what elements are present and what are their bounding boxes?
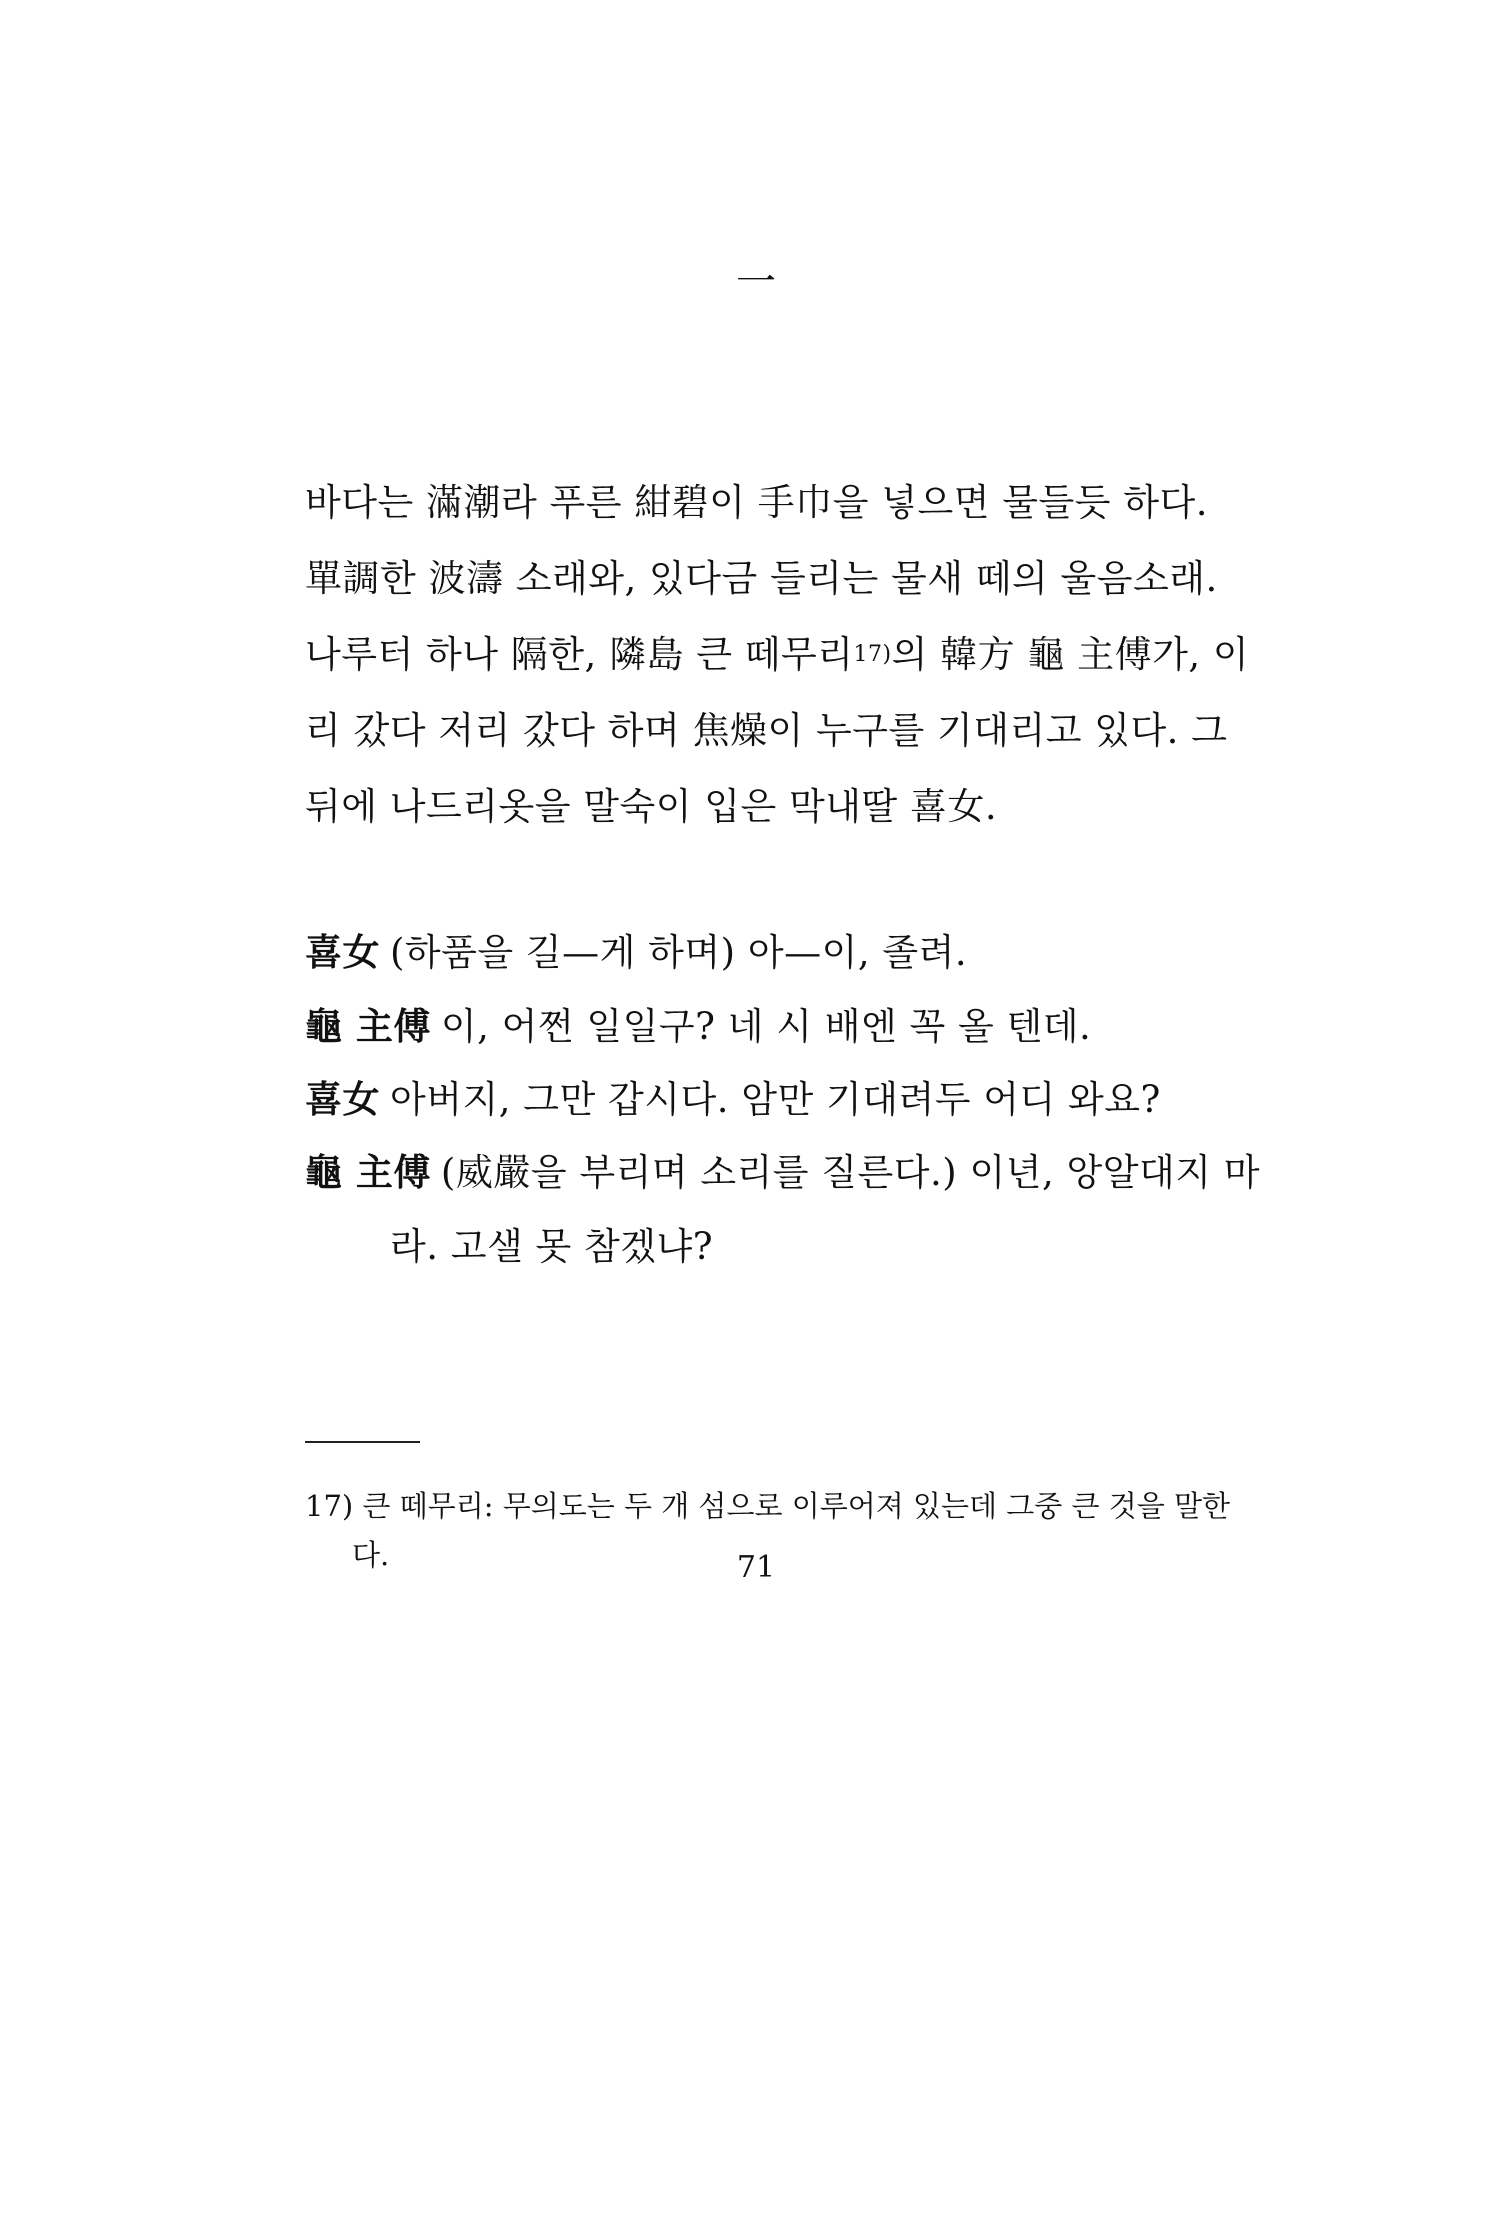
speaker-name: 龜 主傅 [305,1151,431,1194]
dialogue-text: (威嚴을 부리며 소리를 질른다.) 이년, 앙알대지 마 [440,1151,1260,1194]
stage-text: 나루터 하나 隔한, 隣島 큰 떼무리 [305,633,854,676]
dialogue-text: 이, 어쩐 일일구? 네 시 배엔 꼭 올 텐데. [440,1005,1092,1048]
page-number: 71 [736,1550,776,1585]
dialogue-continuation: 라. 고샐 못 참겠냐? [390,1225,714,1268]
dialogue-line [305,1142,1260,1196]
dialogue-line [305,996,1091,1050]
stage-line: 리 갔다 저리 갔다 하며 焦燥이 누구를 기대리고 있다. 그 [305,709,1228,752]
dialogue-text: 아버지, 그만 갑시다. 암만 기대려두 어디 와요? [390,1078,1161,1121]
speaker-name: 龜 主傅 [305,1005,431,1048]
section-heading: 一 [736,259,776,305]
dialogue-line [305,922,967,976]
stage-line: 바다는 滿潮라 푸른 紺碧이 手巾을 넣으면 물들듯 하다. [305,481,1208,524]
footnote-ref[interactable]: 17) [853,642,892,667]
stage-line: 뒤에 나드리옷을 말숙이 입은 막내딸 喜女. [305,785,998,828]
footnote-line: 다. [352,1538,390,1572]
footnote-line: 17) 큰 떼무리: 무의도는 두 개 섬으로 이루어져 있는데 그중 큰 것을 말한 [305,1489,1230,1523]
dialogue-text: (하품을 길—게 하며) 아—이, 졸려. [390,931,968,974]
dialogue-line [305,1069,1161,1123]
speaker-name: 喜女 [305,1078,380,1121]
stage-line: 單調한 波濤 소래와, 있다금 들리는 물새 떼의 울음소래. [305,557,1218,600]
stage-line [305,624,1249,678]
footnote-divider [305,1441,420,1443]
speaker-name: 喜女 [305,931,380,974]
stage-text: 의 韓方 龜 主傅가, 이 [891,633,1250,676]
